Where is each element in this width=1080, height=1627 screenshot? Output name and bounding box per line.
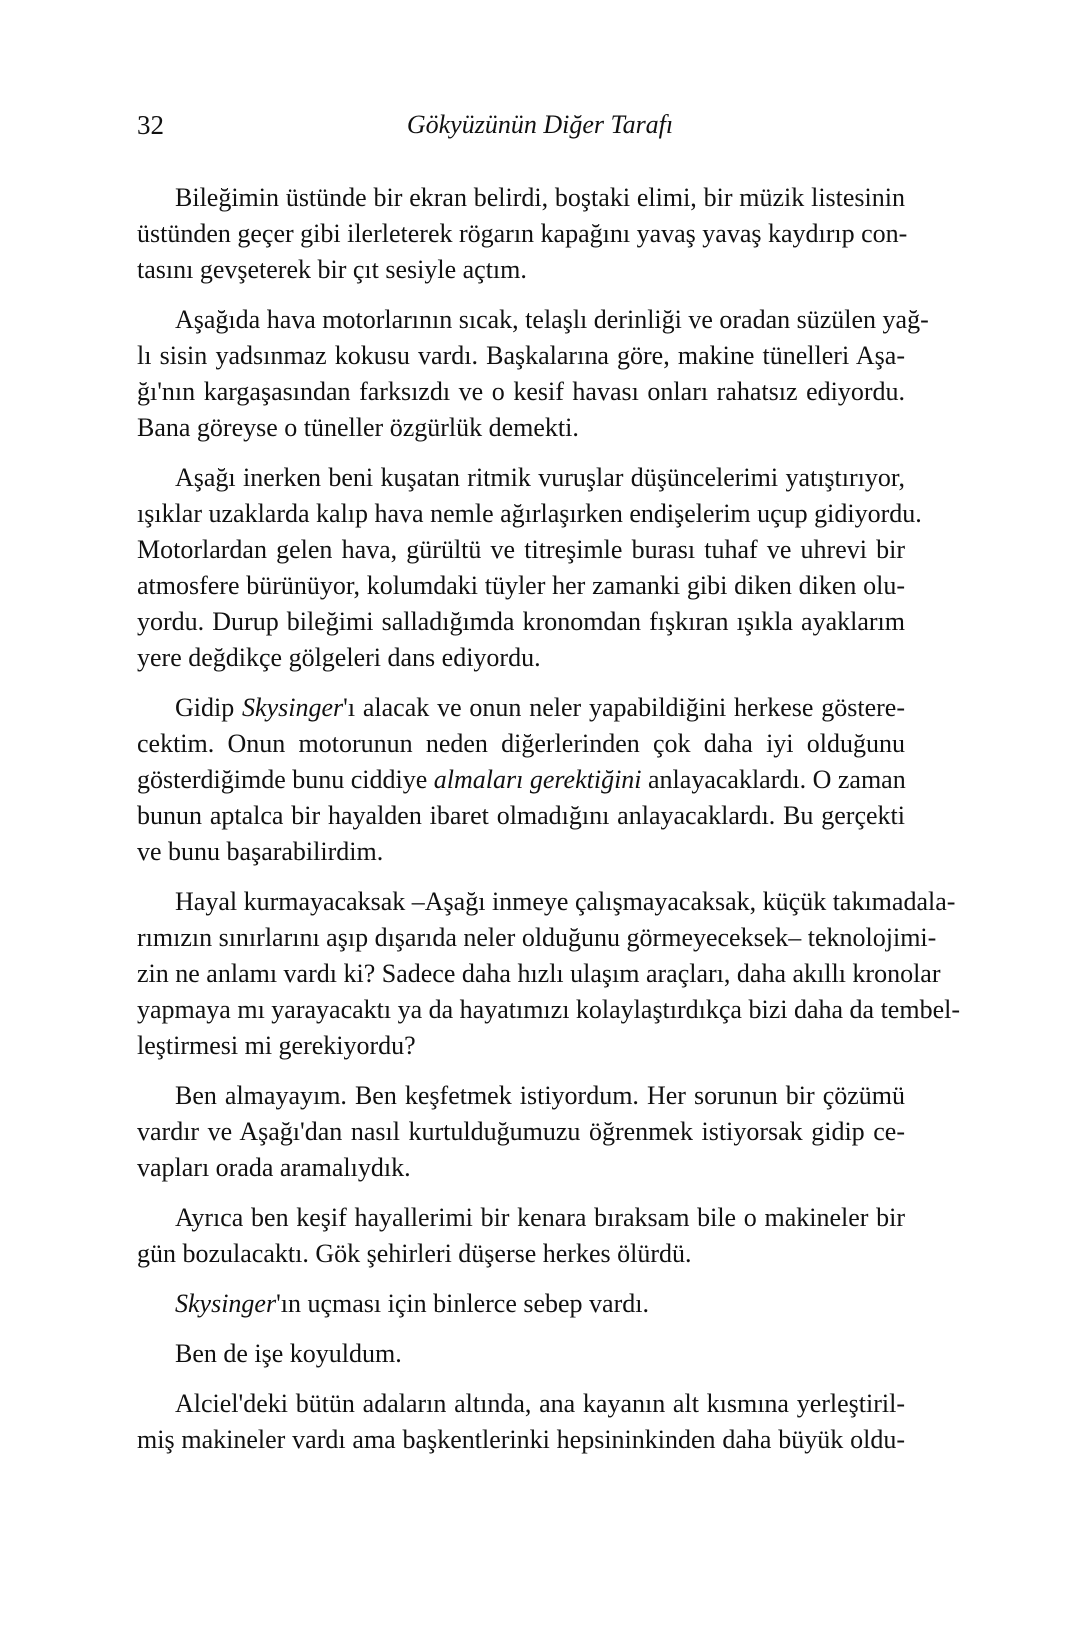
- text-segment: bunun aptalca bir hayalden ibaret olmadığını anlayacaklardı. Bu gerçekti: [137, 801, 905, 830]
- text-line: [137, 920, 937, 956]
- text-line: [137, 496, 922, 532]
- paragraph: [137, 690, 905, 870]
- running-title: Gökyüzünün Diğer Tarafı: [406, 110, 674, 139]
- text-segment: Ben almayayım. Ben keşfetmek istiyordum. Her sorunun bir çözümü: [175, 1081, 905, 1110]
- text-segment: Aşağıda hava motorlarının sıcak, telaşlı derinliği ve oradan süzülen yağ-: [175, 305, 929, 334]
- text-line: [137, 374, 905, 410]
- text-line: [137, 726, 905, 762]
- text-segment: gösterdiğimde bunu ciddiye: [137, 765, 434, 794]
- text-line: [137, 956, 941, 992]
- text-segment: rımızın sınırlarını aşıp dışarıda neler olduğunu görmeyeceksek– teknolojimi-: [137, 923, 937, 952]
- paragraph: [137, 460, 922, 676]
- text-segment: lı sisin yadsınmaz kokusu vardı. Başkalarına göre, makine tünelleri Aşa-: [137, 341, 905, 370]
- text-segment: Ayrıca ben keşif hayallerimi bir kenara bıraksam bile o makineler bir: [175, 1203, 905, 1232]
- text-segment: Hayal kurmayacaksak –Aşağı inmeye çalışmayacaksak, küçük takımadala-: [175, 887, 956, 916]
- text-line: [137, 410, 905, 446]
- paragraph: [137, 180, 908, 288]
- text-line: [137, 180, 905, 216]
- text-line: [137, 252, 905, 288]
- body-text: [137, 180, 960, 1472]
- text-line: [137, 460, 905, 496]
- paragraph: [137, 884, 960, 1064]
- text-line: [137, 690, 905, 726]
- text-line: [137, 338, 905, 374]
- text-line: [137, 302, 929, 338]
- text-line: [137, 798, 905, 834]
- text-segment: vardır ve Aşağı'dan nasıl kurtulduğumuzu öğrenmek istiyorsak gidip ce-: [137, 1117, 905, 1146]
- text-segment: anlayacaklardı. O zaman: [641, 765, 906, 794]
- text-segment: Alciel'deki bütün adaların altında, ana kayanın alt kısmına yerleştiril-: [175, 1389, 905, 1418]
- text-segment: Gidip: [175, 693, 243, 722]
- text-line: [137, 1200, 905, 1236]
- paragraph: [137, 1386, 905, 1458]
- text-segment: Bileğimin üstünde bir ekran belirdi, boştaki elimi, bir müzik listesinin: [175, 183, 905, 212]
- text-line: [137, 1386, 905, 1422]
- text-segment: Motorlardan gelen hava, gürültü ve titreşimle burası tuhaf ve uhrevi bir: [137, 535, 905, 564]
- italic-text: Skysinger: [242, 693, 344, 722]
- text-segment: 'ı alacak ve onun neler yapabildiğini herkese göstere-: [343, 693, 905, 722]
- paragraph: [137, 302, 929, 446]
- text-segment: gün bozulacaktı. Gök şehirleri düşerse herkes ölürdü.: [137, 1239, 692, 1268]
- text-line: [137, 884, 956, 920]
- text-segment: miş makineler vardı ama başkentlerinki hepsininkinden daha büyük oldu-: [137, 1425, 905, 1454]
- text-segment: zin ne anlamı vardı ki? Sadece daha hızlı ulaşım araçları, daha akıllı kronolar: [137, 959, 941, 988]
- text-line: [137, 604, 905, 640]
- text-segment: 'ın uçması için binlerce sebep vardı.: [276, 1289, 649, 1318]
- text-segment: Ben de işe koyuldum.: [175, 1339, 402, 1368]
- text-segment: atmosfere bürünüyor, kolumdaki tüyler her zamanki gibi diken diken olu-: [137, 571, 905, 600]
- text-line: [137, 762, 905, 798]
- text-line: [137, 992, 960, 1028]
- paragraph: [137, 1286, 905, 1322]
- text-line: [137, 1236, 905, 1272]
- text-line: [137, 216, 908, 252]
- paragraph: [137, 1200, 905, 1272]
- text-segment: leştirmesi mi gerekiyordu?: [137, 1031, 416, 1060]
- text-line: [137, 640, 905, 676]
- text-line: [137, 1114, 905, 1150]
- text-line: [137, 1286, 905, 1322]
- text-segment: cektim. Onun motorunun neden diğerlerinden çok daha iyi olduğunu: [137, 729, 905, 758]
- text-line: [137, 532, 905, 568]
- text-segment: Bana göreyse o tüneller özgürlük demekti.: [137, 413, 579, 442]
- italic-text: almaları gerektiğini: [433, 765, 642, 794]
- italic-text: Skysinger: [175, 1289, 277, 1318]
- page-number: 32: [137, 110, 164, 140]
- text-segment: tasını gevşeterek bir çıt sesiyle açtım.: [137, 255, 527, 284]
- text-line: [137, 1336, 905, 1372]
- text-line: [137, 834, 905, 870]
- paragraph: [137, 1078, 905, 1186]
- text-segment: yere değdikçe gölgeleri dans ediyordu.: [137, 643, 541, 672]
- text-line: [137, 1028, 905, 1064]
- text-line: [137, 1422, 905, 1458]
- text-segment: ve bunu başarabilirdim.: [137, 837, 384, 866]
- text-segment: ğı'nın kargaşasından farksızdı ve o kesif havası onları rahatsız ediyordu.: [137, 377, 905, 406]
- text-segment: Aşağı inerken beni kuşatan ritmik vuruşlar düşüncelerimi yatıştırıyor,: [175, 463, 905, 492]
- text-segment: vapları orada aramalıydık.: [137, 1153, 411, 1182]
- text-segment: üstünden geçer gibi ilerleterek rögarın kapağını yavaş yavaş kaydırıp con-: [137, 219, 908, 248]
- text-segment: ışıklar uzaklarda kalıp hava nemle ağırlaşırken endişelerim uçup gidiyordu.: [137, 499, 922, 528]
- text-segment: yordu. Durup bileğimi salladığımda kronomdan fışkıran ışıkla ayaklarım: [137, 607, 905, 636]
- text-line: [137, 568, 905, 604]
- paragraph: [137, 1336, 905, 1372]
- text-segment: yapmaya mı yarayacaktı ya da hayatımızı kolaylaştırdıkça bizi daha da tembel-: [137, 995, 960, 1024]
- text-line: [137, 1150, 905, 1186]
- text-line: [137, 1078, 905, 1114]
